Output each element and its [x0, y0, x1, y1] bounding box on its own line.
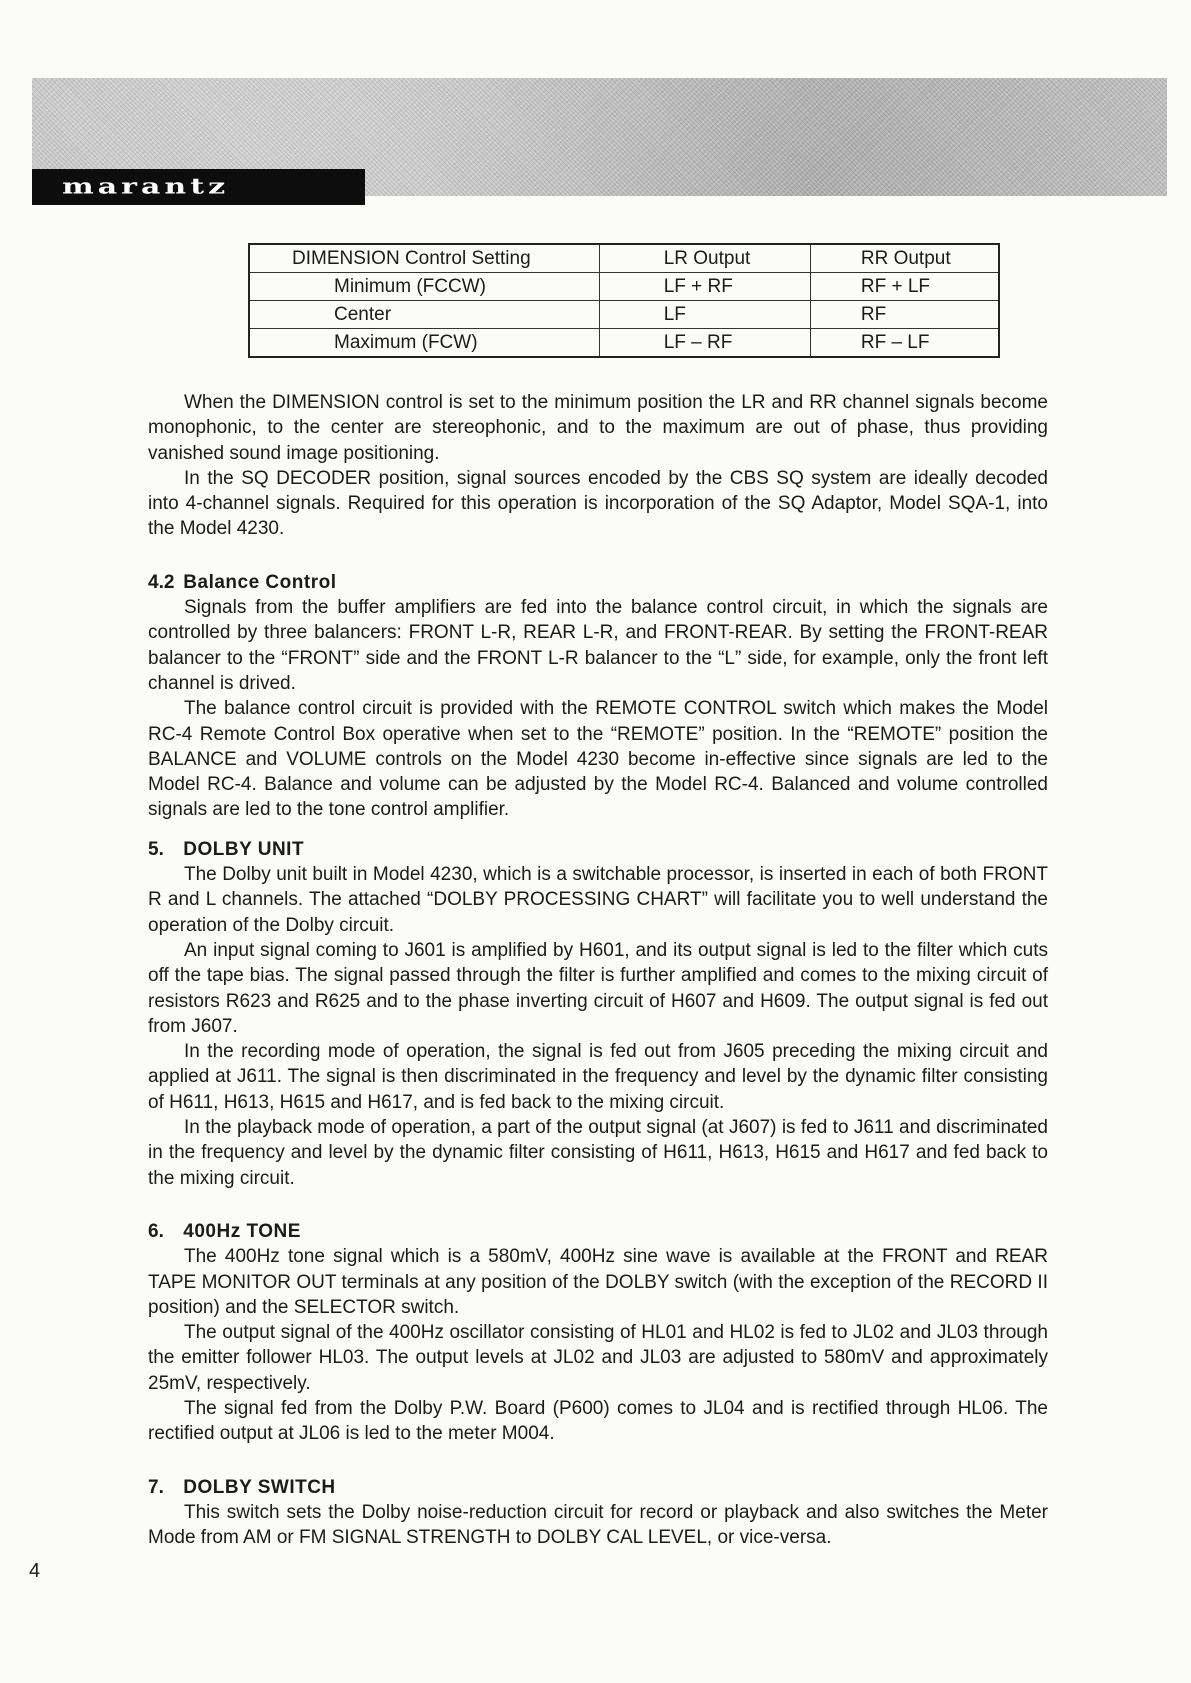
dimension-table [248, 243, 1000, 358]
page-number: 4 [29, 1560, 41, 1582]
section-number: 7. [148, 1476, 164, 1498]
table-cell: RF – LF [810, 329, 999, 358]
paragraph: The Dolby unit built in Model 4230, which is a switchable processor, is inserted in each of both FRONT R and L channels. The attached “DOLBY PROCESSING CHART” will facilitate you to well understand the operation of the Dolby circuit. [148, 864, 1048, 936]
section-heading [148, 1219, 1048, 1244]
section-title: Balance Control [183, 571, 337, 593]
table-row [249, 301, 999, 329]
table-row [249, 273, 999, 301]
paragraph: In the playback mode of operation, a part of the output signal (at J607) is fed to J611 and discriminated in the frequency and level by the dynamic filter consisting of H611, H613, H615 and H617 and fed back to the mixing circuit. [148, 1117, 1048, 1189]
table-cell: Minimum (FCCW) [249, 273, 599, 301]
table-cell: Center [249, 301, 599, 329]
paragraph: This switch sets the Dolby noise-reduction circuit for record or playback and also switches the Meter Mode from AM or FM SIGNAL STRENGTH to DOLBY CAL LEVEL, or vice-versa. [148, 1501, 1048, 1549]
table-cell: RF [810, 301, 999, 329]
paragraph: Signals from the buffer amplifiers are fed into the balance control circuit, in which the signals are controlled by three balancers: FRONT L-R, REAR L-R, and FRONT-REAR. By setting the FRONT-REAR balancer to the “FRONT” side and the FRONT L-R balancer to the “L” side, for example, only the front left channel is drived. [148, 597, 1048, 694]
paragraph: In the SQ DECODER position, signal sources encoded by the CBS SQ system are ideally decoded into 4-channel signals. Required for this operation is incorporation of the SQ Adaptor, Model SQA-1, into the Model 4230. [148, 467, 1048, 540]
section-heading [148, 837, 1048, 862]
table-cell: LF – RF [599, 329, 810, 358]
brand-logo [32, 169, 365, 205]
table-header-cell: RR Output [810, 244, 999, 273]
table-cell: RF + LF [810, 273, 999, 301]
paragraph: In the recording mode of operation, the signal is fed out from J605 preceding the mixing circuit and applied at J611. The signal is then discriminated in the frequency and level by the dynamic filter consisting of H611, H613, H615 and H617, and is fed back to the mixing circuit. [148, 1041, 1048, 1113]
table-cell: LF + RF [599, 273, 810, 301]
table-header-row [249, 244, 999, 273]
table-row [249, 329, 999, 358]
paragraph: The balance control circuit is provided with the REMOTE CONTROL switch which makes the Model RC-4 Remote Control Box operative when set to the “REMOTE” position. In the “REMOTE” position the BALANCE and VOLUME controls on the Model 4230 become in-effective since signals are led to the Model RC-4. Balance and volume can be adjusted by the Model RC-4. Balanced and volume controlled signals are led to the tone control amplifier. [148, 698, 1048, 821]
section-number: 4.2 [148, 571, 175, 593]
section-title: 400Hz TONE [183, 1220, 301, 1242]
paragraph: When the DIMENSION control is set to the minimum position the LR and RR channel signals become monophonic, to the center are stereophonic, and to the maximum are out of phase, thus providing vanished sound image positioning. [148, 392, 1048, 464]
section-title: DOLBY UNIT [183, 838, 305, 860]
table-header-cell: DIMENSION Control Setting [249, 244, 599, 273]
section-number: 5. [148, 838, 164, 860]
paragraph: The signal fed from the Dolby P.W. Board (P600) comes to JL04 and is rectified through HL06. The rectified output at JL06 is led to the meter M004. [148, 1397, 1048, 1445]
body-content [148, 390, 1048, 1550]
section-title: DOLBY SWITCH [183, 1476, 336, 1498]
table-cell: Maximum (FCW) [249, 329, 599, 358]
paragraph: The output signal of the 400Hz oscillator consisting of HL01 and HL02 is fed to JL02 and JL03 through the emitter follower HL03. The output levels at JL02 and JL03 are adjusted to 580mV and approximately 25mV, respectively. [148, 1322, 1048, 1394]
section-heading [148, 570, 1048, 595]
paragraph: The 400Hz tone signal which is a 580mV, 400Hz sine wave is available at the FRONT and REAR TAPE MONITOR OUT terminals at any position of the DOLBY switch (with the exception of the RECORD II position) and the SELECTOR switch. [148, 1246, 1048, 1318]
table-cell: LF [599, 301, 810, 329]
section-heading [148, 1475, 1048, 1500]
table-header-cell: LR Output [599, 244, 810, 273]
section-number: 6. [148, 1220, 164, 1242]
brand-logo-text: marantz [62, 174, 230, 200]
paragraph: An input signal coming to J601 is amplified by H601, and its output signal is led to the filter which cuts off the tape bias. The signal passed through the filter is further amplified and comes to the mixing circuit of resistors R623 and R625 and to the phase inverting circuit of H607 and H609. The output signal is fed out from J607. [148, 939, 1048, 1037]
